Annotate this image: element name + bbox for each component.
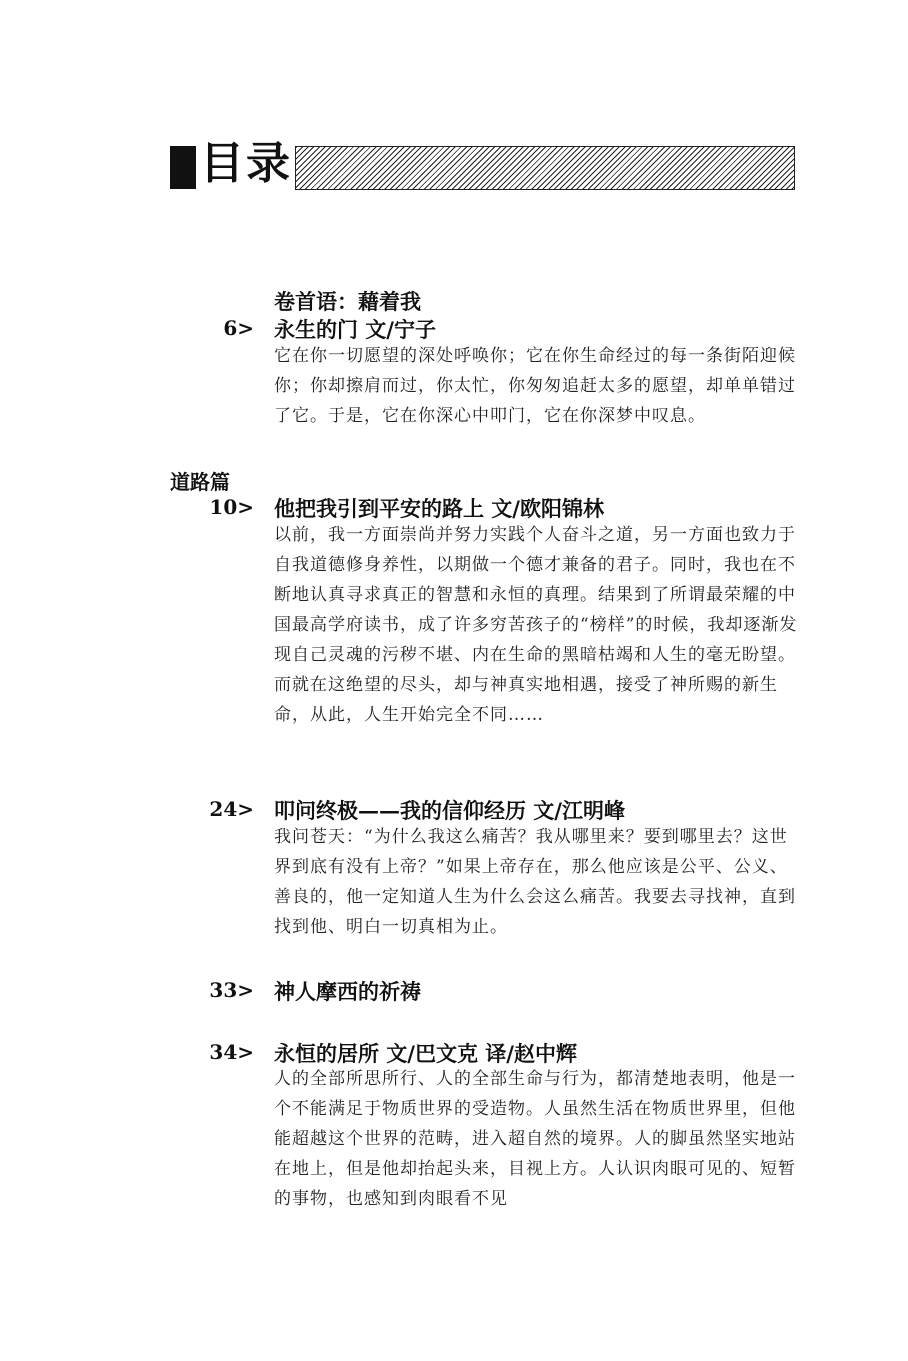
entry-title[interactable]: 永恒的居所 文/巴文克 译/赵中辉: [274, 1041, 577, 1066]
entry-page-number: 6>: [223, 316, 254, 340]
header-hatch-bar: [295, 146, 795, 190]
entry-summary: 人的全部所思所行、人的全部生命与行为，都清楚地表明，他是一个不能满足于物质世界的受造物。人虽然生活在物质世界里，但他能超越这个世界的范畴，进入超自然的境界。人的脚虽然坚实地站在地上，但是他却抬起头来，目视上方。人认识肉眼可见的、短暂的事物，也感知到肉眼看不见: [274, 1069, 796, 1209]
entry-summary: 我问苍天：“为什么我这么痛苦？我从哪里来？要到哪里去？这世界到底有没有上帝？”如果上帝存在，那么他应该是公平、公义、善良的，他一定知道人生为什么会这么痛苦。我要去寻找神，直到找到他、明白一切真相为止。: [274, 827, 796, 937]
preface-title: 卷首语：藉着我: [274, 289, 421, 314]
entry-page-number: 10>: [209, 495, 254, 519]
entry-page-number: 34>: [209, 1040, 254, 1064]
entry-summary: 以前，我一方面崇尚并努力实践个人奋斗之道，另一方面也致力于自我道德修身养性，以期做一个德才兼备的君子。同时，我也在不断地认真寻求真正的智慧和永恒的真理。结果到了所谓最荣耀的中国最高学府读书，成了许多穷苦孩子的“榜样”的时候，我却逐渐发现自己灵魂的污秽不堪、内在生命的黑暗枯竭和人生的毫无盼望。而就在这绝望的尽头，却与神真实地相遇，接受了神所赐的新生命，从此，人生开始完全不同……: [274, 525, 798, 725]
entry-page-number: 24>: [209, 797, 254, 821]
section-title: 道路篇: [170, 470, 230, 494]
entry-title[interactable]: 永生的门 文/宁子: [274, 317, 436, 342]
page-title: 目录: [200, 138, 292, 189]
entry-title[interactable]: 叩问终极——我的信仰经历 文/江明峰: [274, 798, 625, 823]
entry-title[interactable]: 他把我引到平安的路上 文/欧阳锦林: [274, 496, 604, 521]
entry-title[interactable]: 神人摩西的祈祷: [274, 979, 421, 1004]
page-header: [170, 138, 796, 190]
header-black-block: [170, 146, 196, 189]
entry-page-number: 33>: [209, 978, 254, 1002]
entry-summary: 它在你一切愿望的深处呼唤你；它在你生命经过的每一条街陌迎候你；你却擦肩而过，你太忙，你匆匆追赶太多的愿望，却单单错过了它。于是，它在你深心中叩门，它在你深梦中叹息。: [274, 346, 796, 426]
